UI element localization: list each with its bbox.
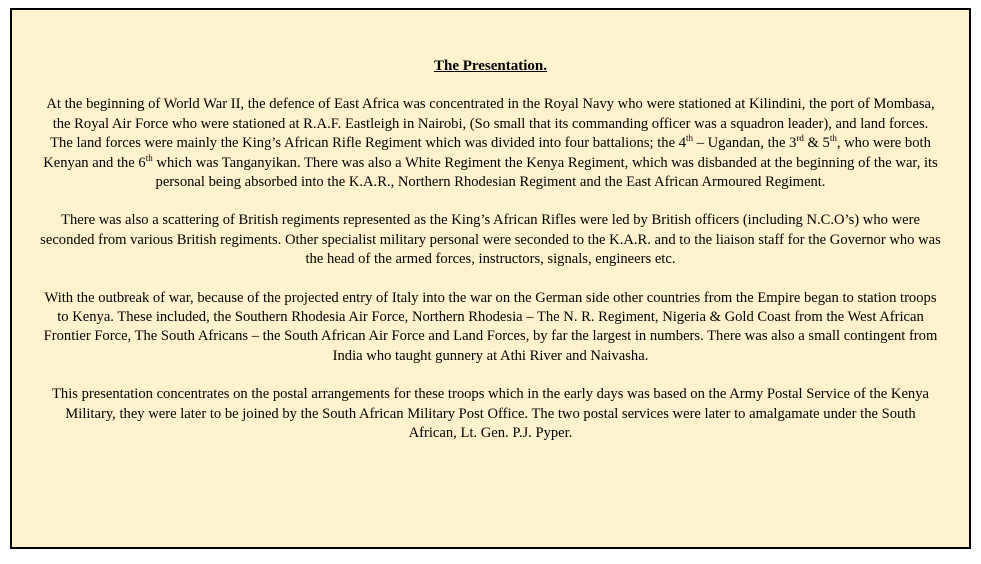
- document-title: The Presentation.: [433, 58, 548, 74]
- document-body: [40, 57, 941, 463]
- paragraph-british-regiments: There was also a scattering of British regiments represented as the King’s African Rifles were led by British officers (including N.C.O’s) who were seconded from various British regiments. Other specialist military personal were seconded to the K.A.R. and to the liaison staff for the Governor who was the head of the armed forces, instructors, signals, engineers etc.: [40, 212, 941, 268]
- presentation-page: [10, 8, 971, 549]
- paragraph-intro-part-b: – Ugandan, the 3: [693, 135, 797, 152]
- paragraph-intro-part-a: At the beginning of World War II, the defence of East Africa was concentrated in the Royal Navy who were stationed at Kilindini, the port of Mombasa, the Royal Air Force who were stationed at R.A.F. Eastleigh in Nairobi, (So small that its commanding officer was a squadron leader), and land forces. The land forces were mainly the King’s African Rifle Regiment which was divided into four battalions; the 4: [46, 96, 935, 152]
- ordinal-suffix: th: [686, 133, 694, 144]
- paragraph-intro-part-d: , who were both Kenyan and the 6: [43, 135, 931, 171]
- ordinal-suffix: th: [829, 133, 837, 144]
- paragraph-intro-part-c: & 5: [803, 135, 830, 152]
- ordinal-suffix: rd: [796, 133, 804, 144]
- paragraph-intro: [40, 95, 941, 192]
- paragraph-empire-troops: With the outbreak of war, because of the projected entry of Italy into the war on the German side other countries from the Empire began to station troops to Kenya. These included, the Southern Rhodesia Air Force, Northern Rhodesia – The N. R. Regiment, Nigeria & Gold Coast from the West African Frontier Force, The South Africans – the South African Air Force and Land Forces, by far the largest in numbers. There was also a small contingent from India who taught gunnery at Athi River and Naivasha.: [43, 289, 938, 364]
- ordinal-suffix: th: [145, 152, 153, 163]
- paragraph-postal-arrangements: This presentation concentrates on the postal arrangements for these troops which in the early days was based on the Army Postal Service of the Kenya Military, they were later to be joined by the South African Military Post Office. The two postal services were later to amalgamate under the South African, Lt. Gen. P.J. Pyper.: [52, 386, 929, 442]
- paragraph-intro-part-e: which was Tanganyikan. There was also a White Regiment the Kenya Regiment, which was disbanded at the beginning of the war, its personal being absorbed into the K.A.R., Northern Rhodesian Regiment and the East African Armoured Regiment.: [152, 154, 938, 191]
